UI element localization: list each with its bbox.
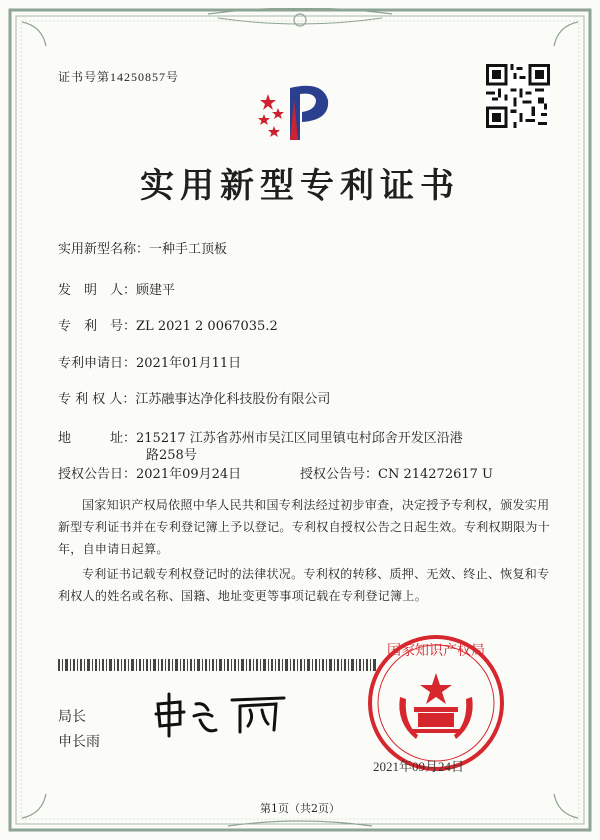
handwritten-signature — [150, 690, 300, 740]
certificate-number: 证书号第14250857号 — [58, 70, 180, 84]
field-value: 2021年01月11日 — [136, 356, 242, 371]
patent-office-logo-icon — [250, 70, 340, 150]
announce-number-row — [300, 467, 493, 483]
legal-status-paragraph: 专利证书记载专利权登记时的法律状况。专利权的转移、质押、无效、终止、恢复和专利权人的姓名或名称、国籍、地址变更等事项记载在专利登记簿上。 — [58, 567, 550, 603]
field-label: 发 明 人： — [58, 283, 137, 298]
announce-number-label: 授权公告号： — [300, 467, 379, 482]
address-row — [58, 431, 463, 447]
field-row — [58, 283, 175, 299]
field-value: ZL 2021 2 0067035.2 — [136, 319, 278, 334]
field-row — [58, 392, 330, 408]
seal-date: 2021年09月24日 — [373, 759, 465, 774]
address-line2: 路258号 — [146, 448, 197, 463]
announce-date-label: 授权公告日： — [58, 467, 137, 482]
barcode — [58, 659, 378, 671]
grant-paragraph: 国家知识产权局依照中华人民共和国专利法经过初步审查，决定授予专利权，颁发实用新型专利证书并在专利登记簿上予以登记。专利权自授权公告之日起生效。专利权期限为十年，自申请日起算。 — [58, 498, 551, 556]
field-row — [58, 319, 278, 335]
field-label: 专 利 权 人： — [58, 392, 136, 407]
field-row — [58, 356, 241, 372]
field-value: 顾建平 — [136, 283, 176, 298]
field-label: 专利申请日： — [58, 356, 137, 371]
signatory-name: 申长雨 — [58, 734, 100, 750]
page-footer: 第1页（共2页） — [260, 802, 340, 815]
seal-text: 国家知识产权局 — [387, 643, 485, 659]
announce-date-row — [58, 467, 241, 483]
signatory-title: 局长 — [58, 709, 86, 725]
address-label: 地 址： — [58, 431, 137, 446]
announce-number-value: CN 214272617 U — [378, 467, 493, 482]
address-line1: 215217 江苏省苏州市吴江区同里镇屯村邱舍开发区沿港 — [136, 431, 463, 446]
field-value: 江苏融事达净化科技股份有限公司 — [135, 392, 331, 407]
field-row — [58, 242, 227, 258]
field-label: 实用新型名称： — [58, 242, 150, 257]
announce-date-value: 2021年09月24日 — [136, 467, 242, 482]
field-label: 专 利 号： — [58, 319, 137, 334]
page-title: 实用新型专利证书 — [140, 166, 460, 206]
field-value: 一种手工顶板 — [149, 242, 228, 257]
official-seal — [366, 633, 506, 773]
qr-code — [486, 64, 550, 128]
